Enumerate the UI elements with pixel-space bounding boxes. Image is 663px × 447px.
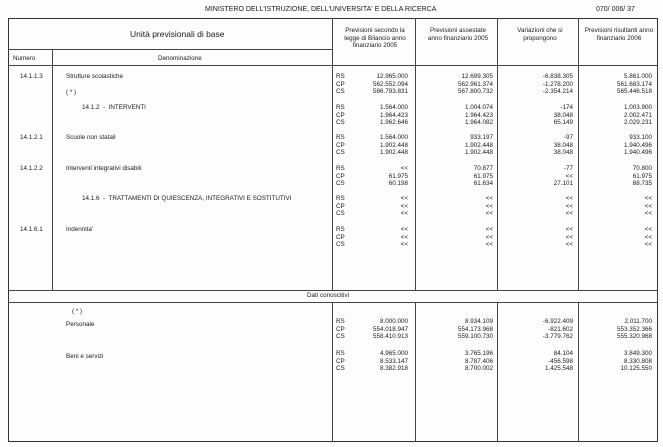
dati-row-label: Beni e servizi bbox=[66, 353, 104, 360]
col4-header: Previsioni risultanti anno finanziario 2006 bbox=[584, 27, 654, 42]
row-number: 14.1.6.1 bbox=[20, 226, 43, 233]
dati-col-rule-0 bbox=[332, 302, 333, 442]
row-col2-values: 70.877 61.975 61.634 bbox=[473, 165, 493, 188]
dati-col1-values: 8.000.000 554.018.947 558.410.913 bbox=[372, 318, 408, 341]
row-col4-values: 5.861.000 561.683.174 565.446.518 bbox=[616, 73, 652, 96]
dati-col4-values: 3.849.300 8.330.808 10.125.550 bbox=[620, 350, 652, 373]
dati-row-codes: RS CP CS bbox=[336, 318, 345, 341]
row-denominazione: Interventi integrativi disabili bbox=[66, 165, 142, 172]
row-col3-values: -6.838.305 -1.278.200 -2.354.214 bbox=[542, 73, 573, 96]
section-rule-top bbox=[8, 290, 658, 291]
row-col3-values: << << << bbox=[565, 195, 573, 218]
dati-col3-values: -6.922.409 -821.602 -3.779.762 bbox=[542, 318, 573, 341]
dati-note: ( * ) bbox=[72, 308, 83, 315]
row-col2-values: << << << bbox=[485, 195, 493, 218]
page-reference: 070/ 006/ 37 bbox=[596, 6, 635, 13]
col2-header: Previsioni assestate anno finanziario 2005 bbox=[427, 27, 489, 42]
denominazione-col-rule bbox=[332, 18, 333, 290]
row-number: 14.1.2.1 bbox=[20, 134, 43, 141]
col1-rule bbox=[415, 18, 416, 290]
dati-row-label: Personale bbox=[66, 321, 95, 328]
row-col3-values: -97 38.048 38.048 bbox=[553, 134, 573, 157]
row-col3-values: -77 << 27.101 bbox=[553, 165, 573, 188]
dati-col2-values: 3.765.196 8.787.406 8.700.002 bbox=[464, 350, 493, 373]
section-rule-bottom bbox=[8, 302, 658, 303]
row-codes: RS CP CS bbox=[336, 226, 345, 249]
header-divider bbox=[8, 49, 332, 50]
row-number: 14.1.1.3 bbox=[20, 73, 43, 80]
row-col2-values: 12.699.305 562.961.374 567.800.732 bbox=[457, 73, 493, 96]
row-codes: RS CP CS bbox=[336, 73, 345, 96]
row-number: 14.1.2.2 bbox=[20, 165, 43, 172]
row-denominazione: 14.1.6 - TRATTAMENTI DI QUIESCENZA, INTEGRATIVI E SOSTITUTIVI bbox=[82, 195, 292, 202]
row-col4-values: 933.100 1.940.496 1.940.496 bbox=[623, 134, 652, 157]
unita-title: Unità previsionali di base bbox=[130, 29, 225, 39]
dati-col3-values: 84.104 -456.598 1.425.548 bbox=[544, 350, 573, 373]
col3-header: Variazioni che si propongono bbox=[517, 27, 563, 42]
row-col1-values: << << << bbox=[400, 195, 408, 218]
row-note: ( * ) bbox=[66, 89, 77, 96]
dati-col4-values: 2.011.700 553.352.366 555.320.968 bbox=[616, 318, 652, 341]
row-col4-values: << << << bbox=[644, 226, 652, 249]
col3-rule bbox=[578, 18, 579, 290]
row-col4-values: 70.800 61.975 88.735 bbox=[632, 165, 652, 188]
row-col3-values: -174 38.048 65.149 bbox=[553, 104, 573, 127]
row-codes: RS CP CS bbox=[336, 104, 345, 127]
dati-col-rule-3 bbox=[578, 302, 579, 442]
row-denominazione: Strutture scolastiche bbox=[66, 73, 124, 80]
row-codes: RS CP CS bbox=[336, 195, 345, 218]
row-col1-values: 12.965.000 562.552.094 586.793.831 bbox=[372, 73, 408, 96]
denominazione-header: Denominazione bbox=[158, 55, 202, 62]
row-denominazione: Scuole non statali bbox=[66, 134, 116, 141]
numero-col-rule bbox=[52, 49, 53, 290]
row-codes: RS CP CS bbox=[336, 165, 345, 188]
row-col3-values: << << << bbox=[565, 226, 573, 249]
row-col1-values: 1.564.000 1.902.448 1.902.448 bbox=[379, 134, 408, 157]
dati-col-rule-2 bbox=[497, 302, 498, 442]
row-col1-values: 1.564.000 1.964.423 1.962.646 bbox=[379, 104, 408, 127]
row-denominazione: Indennita' bbox=[66, 226, 94, 233]
col2-rule bbox=[497, 18, 498, 290]
row-denominazione: 14.1.2 - INTERVENTI bbox=[82, 104, 146, 111]
col1-header: Previsioni secondo la legge di Bilancio anno finanziario 2005 bbox=[344, 27, 406, 49]
dati-col1-values: 4.965.000 8.533.147 8.382.918 bbox=[379, 350, 408, 373]
row-codes: RS CP CS bbox=[336, 134, 345, 157]
ministry-title: MINISTERO DELL'ISTRUZIONE, DELL'UNIVERSITA' E DELLA RICERCA bbox=[205, 6, 437, 13]
row-col2-values: 933.197 1.902.448 1.902.448 bbox=[464, 134, 493, 157]
dati-col2-values: 8.934.109 554.173.968 559.100.730 bbox=[457, 318, 493, 341]
row-col1-values: << 61.975 60.198 bbox=[388, 165, 408, 188]
row-col4-values: << << << bbox=[644, 195, 652, 218]
dati-row-codes: RS CP CS bbox=[336, 350, 345, 373]
header-bottom-rule bbox=[8, 65, 658, 66]
numero-header: Numero bbox=[13, 55, 36, 62]
dati-col-rule-1 bbox=[415, 302, 416, 442]
row-col1-values: << << << bbox=[400, 226, 408, 249]
row-col4-values: 1.003.900 2.002.471 2.029.231 bbox=[623, 104, 652, 127]
row-col2-values: 1.004.074 1.964.423 1.964.082 bbox=[464, 104, 493, 127]
dati-title: Dati conoscitivi bbox=[307, 292, 349, 299]
row-col2-values: << << << bbox=[485, 226, 493, 249]
